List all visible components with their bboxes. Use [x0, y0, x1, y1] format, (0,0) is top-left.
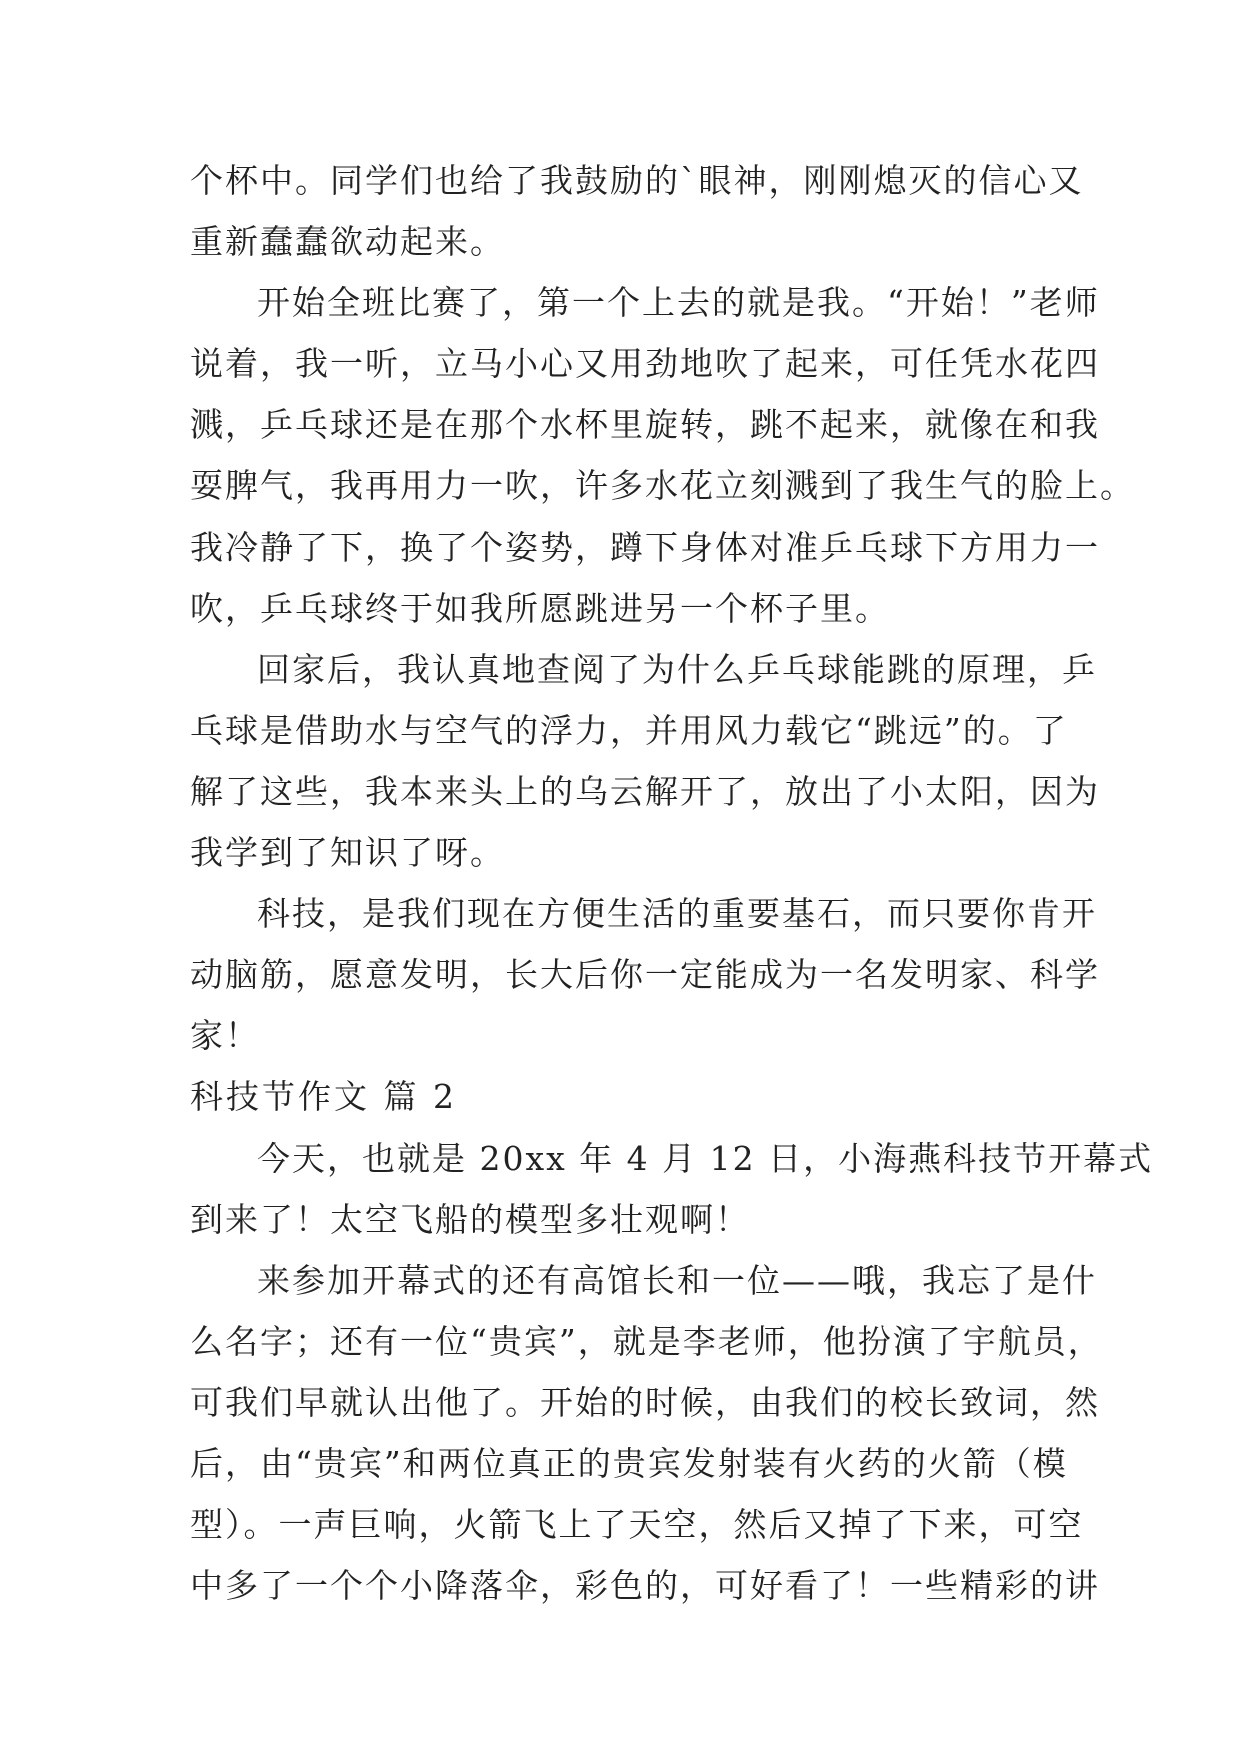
text-line: 科技，是我们现在方便生活的重要基石，而只要你肯开	[257, 894, 1097, 934]
section-heading: 科技节作文 篇 2	[190, 1077, 457, 1117]
text-line: 型）。一声巨响，火箭飞上了天空，然后又掉了下来，可空	[190, 1505, 1084, 1545]
text-line: 个杯中。同学们也给了我鼓励的`眼神，刚刚熄灭的信心又	[190, 161, 1084, 200]
text-line: 解了这些，我本来头上的乌云解开了，放出了小太阳，因为	[190, 771, 1100, 811]
text-line: 耍脾气，我再用力一吹，许多水花立刻溅到了我生气的脸上。	[190, 466, 1135, 506]
text-line: 说着，我一听，立马小心又用劲地吹了起来，可任凭水花四	[190, 344, 1100, 384]
text-line: 中多了一个个小降落伞，彩色的，可好看了！一些精彩的讲	[190, 1566, 1100, 1606]
text-line: 动脑筋，愿意发明，长大后你一定能成为一名发明家、科学	[190, 955, 1100, 995]
text-line: 回家后，我认真地查阅了为什么乒乓球能跳的原理，乒	[257, 649, 1097, 689]
document-body	[190, 150, 1154, 1616]
text-line: 我学到了知识了呀。	[190, 833, 505, 873]
text-line: 开始全班比赛了，第一个上去的就是我。“开始！”老师	[257, 283, 1100, 323]
text-line: 可我们早就认出他了。开始的时候，由我们的校长致词，然	[190, 1382, 1100, 1422]
text-line: 重新蠢蠢欲动起来。	[190, 222, 505, 262]
text-line: 溅，乒乓球还是在那个水杯里旋转，跳不起来，就像在和我	[190, 405, 1100, 445]
text-line: 乓球是借助水与空气的浮力，并用风力载它“跳远”的。了	[190, 710, 1068, 750]
text-line: 我冷静了下，换了个姿势，蹲下身体对准乒乓球下方用力一	[190, 527, 1100, 567]
text-line: 么名字；还有一位“贵宾”，就是李老师，他扮演了宇航员，	[190, 1321, 1103, 1361]
text-line: 后，由“贵宾”和两位真正的贵宾发射装有火药的火箭（模	[190, 1443, 1068, 1483]
text-line: 到来了！太空飞船的模型多壮观啊！	[190, 1199, 750, 1239]
text-line: 来参加开幕式的还有高馆长和一位——哦，我忘了是什	[257, 1260, 1097, 1300]
text-line: 吹，乒乓球终于如我所愿跳进另一个杯子里。	[190, 588, 890, 628]
text-line: 今天，也就是 20xx 年 4 月 12 日，小海燕科技节开幕式	[257, 1138, 1154, 1178]
text-line: 家！	[190, 1016, 260, 1056]
